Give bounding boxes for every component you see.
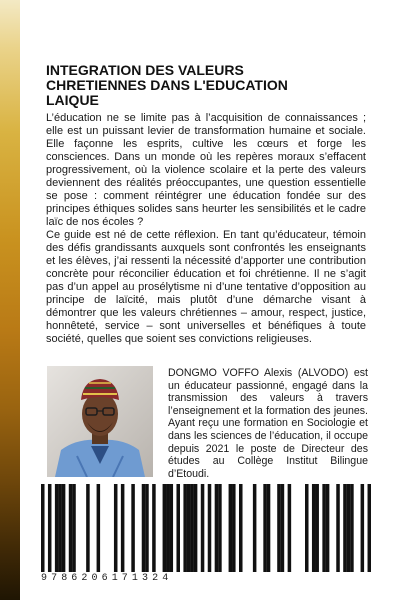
barcode-bar (194, 484, 198, 572)
barcode-bar (190, 484, 194, 572)
barcode-bar (288, 484, 292, 572)
barcode-bar (253, 484, 257, 572)
title-line: INTEGRATION DES VALEURS (46, 62, 244, 78)
barcode-bar (142, 484, 146, 572)
barcode-bar (315, 484, 319, 572)
barcode-bar (183, 484, 187, 572)
barcode-bar (97, 484, 101, 572)
barcode-bar (218, 484, 222, 572)
blurb-paragraph: L’éducation ne se limite pas à l’acquisition de connaissances ; elle est un puissant levier de transformation humaine et sociale. Elle façonne les esprits, cultive les cœurs et forge les consciences. Dans un monde où les repères moraux s’effacent progressivement, où la violence scolaire et la perte des valeurs deviennent des réalités préoccupantes, une question essentielle se pose : comment réintégrer une éducation fondée sur des principes éthiques solides sans heurter les sensibilités et le cadre laïc de nos écoles ? (46, 112, 366, 228)
barcode-bar (361, 484, 365, 572)
title-line: CHRETIENNES DANS L'EDUCATION (46, 77, 288, 93)
barcode-bar (277, 484, 281, 572)
barcode-bar (215, 484, 219, 572)
barcode-bar (170, 484, 174, 572)
barcode-bar (312, 484, 316, 572)
isbn-barcode (41, 484, 371, 572)
barcode-bar (263, 484, 267, 572)
barcode-bar (55, 484, 59, 572)
barcode-bar (131, 484, 135, 572)
barcode-bar (208, 484, 212, 572)
barcode-bar (48, 484, 52, 572)
barcode-bar (163, 484, 167, 572)
barcode-bar (62, 484, 66, 572)
barcode-bar (350, 484, 354, 572)
barcode-bar (145, 484, 149, 572)
barcode-bar (305, 484, 309, 572)
barcode-bar (72, 484, 76, 572)
barcode-bar (176, 484, 180, 572)
barcode-bar (58, 484, 62, 572)
barcode-bar (368, 484, 371, 572)
barcode-bar (166, 484, 170, 572)
barcode-bar (41, 484, 45, 572)
barcode-bar (336, 484, 340, 572)
barcode-bar (239, 484, 243, 572)
barcode-bar (281, 484, 285, 572)
barcode-bar (86, 484, 90, 572)
barcode-bar (267, 484, 271, 572)
blurb-paragraph: Ce guide est né de cette réflexion. En tant qu’éducateur, témoin des défis grandissants auxquels sont confrontés les enseignants et les élèves, j’ai ressenti la nécessité d’apporter une contribution concrète pour réconcilier éducation et foi chrétienne. Il ne s’agit pas d’un appel au prosélytisme ni d’une tentative d’opposition au principe de laïcité, mais plutôt d’une démarche visant à démontrer que les valeurs chrétiennes – amour, respect, justice, honnêteté, service – sont universelles et bénéfiques à toute société, quelles que soient ses convictions religieuses. (46, 229, 366, 345)
book-title (46, 63, 366, 108)
isbn-number: 9786206171324 (41, 573, 173, 584)
author-bio: DONGMO VOFFO Alexis (ALVODO) est un éducateur passionné, engagé dans la transmission des valeurs à travers l’enseignement et la formation des jeunes. Ayant reçu une formation en Sociologie et dans les sciences de l’éducation, il occupe depuis 2021 le poste de Directeur des études au Collège Institut Bilingue d’Etoudi. (168, 367, 368, 480)
barcode-bar (229, 484, 233, 572)
barcode-bar (69, 484, 73, 572)
barcode-bar (326, 484, 330, 572)
barcode-bar (114, 484, 118, 572)
barcode-bar (187, 484, 191, 572)
barcode-bar (201, 484, 205, 572)
barcode-bar (121, 484, 125, 572)
barcode-bar (152, 484, 156, 572)
barcode-bar (343, 484, 347, 572)
barcode-bar (232, 484, 236, 572)
cover-spine-gradient (0, 0, 20, 600)
barcode-bar (347, 484, 351, 572)
barcode-bar (322, 484, 326, 572)
title-line: LAIQUE (46, 92, 99, 108)
blurb (46, 112, 366, 346)
author-photo (47, 366, 153, 477)
